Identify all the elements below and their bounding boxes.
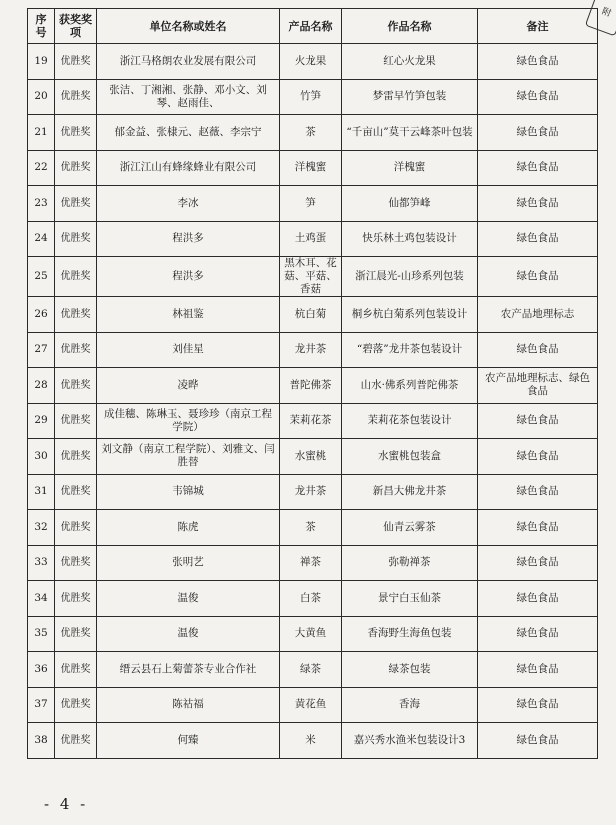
cell-level: 优胜奖 [55,79,97,115]
cell-level: 优胜奖 [55,474,97,510]
cell-level: 优胜奖 [55,510,97,546]
page-number: - 4 - [44,795,89,813]
cell-remark: 绿色食品 [478,150,598,186]
table-row [28,687,598,723]
header-level: 获奖奖项 [55,9,97,44]
cell-product: 竹笋 [280,79,342,115]
cell-unit: 何臻 [97,723,280,759]
cell-work: 景宁白玉仙茶 [342,581,478,617]
cell-work: 红心火龙果 [342,44,478,80]
cell-seq: 29 [28,403,55,439]
cell-product: 茶 [280,115,342,151]
cell-level: 优胜奖 [55,297,97,333]
cell-seq: 19 [28,44,55,80]
cell-unit: 温俊 [97,616,280,652]
cell-remark: 绿色食品 [478,652,598,688]
table-row [28,652,598,688]
cell-product: 杭白菊 [280,297,342,333]
cell-work: 绿茶包装 [342,652,478,688]
cell-remark: 绿色食品 [478,687,598,723]
cell-remark: 绿色食品 [478,257,598,297]
cell-level: 优胜奖 [55,616,97,652]
cell-remark: 绿色食品 [478,221,598,257]
cell-work: 嘉兴秀水渔米包装设计3 [342,723,478,759]
cell-seq: 27 [28,332,55,368]
table-row [28,297,598,333]
header-product: 产品名称 [280,9,342,44]
cell-seq: 33 [28,545,55,581]
cell-work: “千亩山”莫干云峰茶叶包装 [342,115,478,151]
cell-product: 禅茶 [280,545,342,581]
cell-remark: 绿色食品 [478,439,598,475]
header-remark: 备注 [478,9,598,44]
cell-work: 山水·佛系列普陀佛茶 [342,368,478,404]
cell-product: 茶 [280,510,342,546]
table-row [28,332,598,368]
cell-remark: 绿色食品 [478,510,598,546]
cell-product: 茉莉花茶 [280,403,342,439]
cell-work: 梦雷早竹笋包装 [342,79,478,115]
table-row [28,545,598,581]
cell-product: 白茶 [280,581,342,617]
cell-unit: 温俊 [97,581,280,617]
cell-remark: 绿色食品 [478,581,598,617]
cell-seq: 30 [28,439,55,475]
cell-level: 优胜奖 [55,652,97,688]
table-row [28,581,598,617]
cell-level: 优胜奖 [55,44,97,80]
cell-product: 龙井茶 [280,474,342,510]
cell-remark: 绿色食品 [478,474,598,510]
cell-work: 洋槐蜜 [342,150,478,186]
cell-remark: 绿色食品 [478,723,598,759]
cell-work: “碧落”龙井茶包装设计 [342,332,478,368]
cell-seq: 37 [28,687,55,723]
cell-work: 香海 [342,687,478,723]
table-row [28,368,598,404]
cell-work: 仙都笋峰 [342,186,478,222]
table-row [28,403,598,439]
cell-work: 仙青云雾茶 [342,510,478,546]
cell-unit: 成佳穗、陈琳玉、聂珍珍（南京工程学院） [97,403,280,439]
cell-remark: 绿色食品 [478,79,598,115]
cell-seq: 26 [28,297,55,333]
cell-product: 土鸡蛋 [280,221,342,257]
cell-seq: 21 [28,115,55,151]
cell-remark: 农产品地理标志、绿色食品 [478,368,598,404]
table-header-row [28,9,598,44]
cell-unit: 缙云县石上菊蕾茶专业合作社 [97,652,280,688]
cell-product: 普陀佛茶 [280,368,342,404]
cell-seq: 32 [28,510,55,546]
table-row [28,474,598,510]
cell-unit: 韦锦城 [97,474,280,510]
cell-product: 黄花鱼 [280,687,342,723]
cell-level: 优胜奖 [55,403,97,439]
cell-unit: 凌晔 [97,368,280,404]
cell-product: 黑木耳、花菇、平菇、香菇 [280,257,342,297]
cell-remark: 绿色食品 [478,616,598,652]
cell-seq: 28 [28,368,55,404]
cell-seq: 20 [28,79,55,115]
cell-work: 快乐林土鸡包装设计 [342,221,478,257]
table-row [28,115,598,151]
cell-level: 优胜奖 [55,368,97,404]
header-unit: 单位名称或姓名 [97,9,280,44]
cell-product: 大黄鱼 [280,616,342,652]
cell-unit: 刘佳星 [97,332,280,368]
cell-remark: 绿色食品 [478,403,598,439]
cell-seq: 23 [28,186,55,222]
cell-product: 火龙果 [280,44,342,80]
cell-remark: 绿色食品 [478,545,598,581]
cell-seq: 38 [28,723,55,759]
table-row [28,150,598,186]
cell-unit: 程洪多 [97,257,280,297]
cell-level: 优胜奖 [55,581,97,617]
cell-unit: 程洪多 [97,221,280,257]
cell-level: 优胜奖 [55,439,97,475]
cell-unit: 李冰 [97,186,280,222]
cell-unit: 浙江江山有蜂缘蜂业有限公司 [97,150,280,186]
table-row [28,439,598,475]
cell-level: 优胜奖 [55,723,97,759]
cell-level: 优胜奖 [55,115,97,151]
table-row [28,723,598,759]
cell-unit: 张明艺 [97,545,280,581]
cell-seq: 34 [28,581,55,617]
cell-seq: 31 [28,474,55,510]
cell-level: 优胜奖 [55,221,97,257]
cell-level: 优胜奖 [55,150,97,186]
corner-tab: 附 [585,0,616,36]
cell-seq: 24 [28,221,55,257]
cell-product: 米 [280,723,342,759]
table-row [28,257,598,297]
cell-level: 优胜奖 [55,186,97,222]
cell-work: 桐乡杭白菊系列包装设计 [342,297,478,333]
cell-unit: 陈虎 [97,510,280,546]
cell-level: 优胜奖 [55,257,97,297]
cell-level: 优胜奖 [55,687,97,723]
cell-remark: 绿色食品 [478,332,598,368]
cell-work: 新昌大佛龙井茶 [342,474,478,510]
table-row [28,221,598,257]
cell-seq: 36 [28,652,55,688]
cell-unit: 林祖鉴 [97,297,280,333]
cell-product: 洋槐蜜 [280,150,342,186]
cell-remark: 绿色食品 [478,115,598,151]
cell-level: 优胜奖 [55,332,97,368]
cell-product: 笋 [280,186,342,222]
header-seq: 序号 [28,9,55,44]
cell-product: 龙井茶 [280,332,342,368]
cell-product: 绿茶 [280,652,342,688]
table-row [28,186,598,222]
header-work: 作品名称 [342,9,478,44]
cell-unit: 浙江马格朗农业发展有限公司 [97,44,280,80]
cell-work: 弥勒禅茶 [342,545,478,581]
cell-remark: 农产品地理标志 [478,297,598,333]
cell-product: 水蜜桃 [280,439,342,475]
cell-work: 浙江晨光-山珍系列包装 [342,257,478,297]
cell-work: 水蜜桃包装盒 [342,439,478,475]
cell-level: 优胜奖 [55,545,97,581]
table-row [28,79,598,115]
cell-unit: 陈祜福 [97,687,280,723]
cell-seq: 25 [28,257,55,297]
awards-table [27,8,598,759]
table-row [28,510,598,546]
cell-unit: 张洁、丁湘湘、张静、邓小文、刘琴、赵雨佳、 [97,79,280,115]
cell-unit: 刘文静（南京工程学院）、刘雅文、闫胜替 [97,439,280,475]
table-row [28,44,598,80]
cell-seq: 22 [28,150,55,186]
cell-remark: 绿色食品 [478,44,598,80]
cell-unit: 郁金益、张棣元、赵薇、李宗宁 [97,115,280,151]
cell-work: 茉莉花茶包装设计 [342,403,478,439]
table-row [28,616,598,652]
cell-remark: 绿色食品 [478,186,598,222]
cell-work: 香海野生海鱼包装 [342,616,478,652]
cell-seq: 35 [28,616,55,652]
